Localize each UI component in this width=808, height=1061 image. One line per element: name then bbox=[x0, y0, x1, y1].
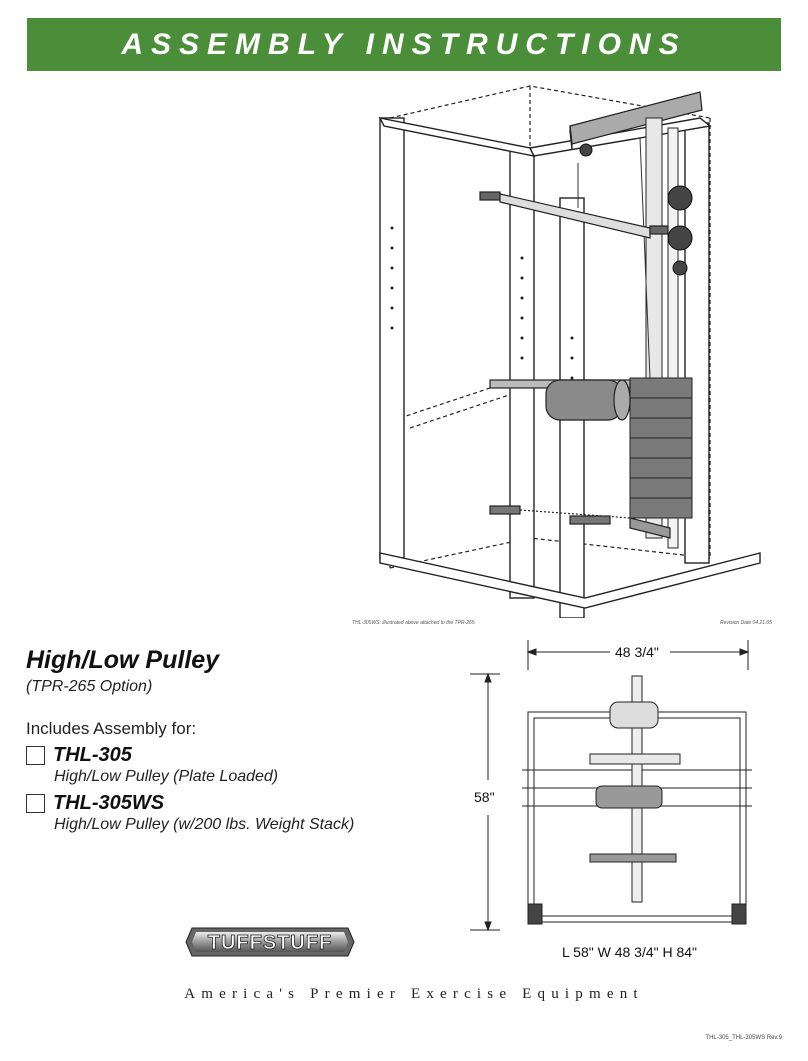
model-description: High/Low Pulley (w/200 lbs. Weight Stack) bbox=[54, 816, 355, 833]
model-row-thl-305ws bbox=[26, 792, 164, 815]
includes-label: Includes Assembly for: bbox=[26, 719, 197, 738]
top-view-diagram bbox=[470, 640, 770, 950]
svg-text:TUFFSTUFF: TUFFSTUFF bbox=[207, 932, 333, 954]
revision-date: Revision Date 04.21.05 bbox=[720, 620, 772, 626]
model-name: THL-305 bbox=[53, 744, 132, 766]
height-dimension: 58" bbox=[474, 789, 495, 805]
width-dimension: 48 3/4" bbox=[615, 644, 659, 660]
checkbox-thl-305ws[interactable] bbox=[26, 794, 45, 813]
model-name: THL-305WS bbox=[53, 792, 165, 814]
model-description: High/Low Pulley (Plate Loaded) bbox=[54, 768, 279, 785]
tagline: America's Premier Exercise Equipment bbox=[184, 986, 644, 1002]
illustration-caption: THL-305WS: illustrated above attached to the TPR-265 bbox=[352, 620, 475, 626]
model-row-thl-305 bbox=[26, 744, 132, 767]
rack-pulley-illustration bbox=[350, 78, 780, 618]
document-id: THL-305_THL-305WS Rev.9 bbox=[705, 1035, 782, 1041]
tuffstuff-logo bbox=[182, 918, 358, 966]
checkbox-thl-305[interactable] bbox=[26, 746, 45, 765]
banner-title: ASSEMBLY INSTRUCTIONS bbox=[121, 27, 687, 61]
product-option: (TPR-265 Option) bbox=[26, 678, 153, 695]
product-title: High/Low Pulley bbox=[26, 646, 220, 674]
overall-dimensions: L 58" W 48 3/4" H 84" bbox=[562, 944, 698, 960]
header-banner bbox=[27, 18, 781, 71]
